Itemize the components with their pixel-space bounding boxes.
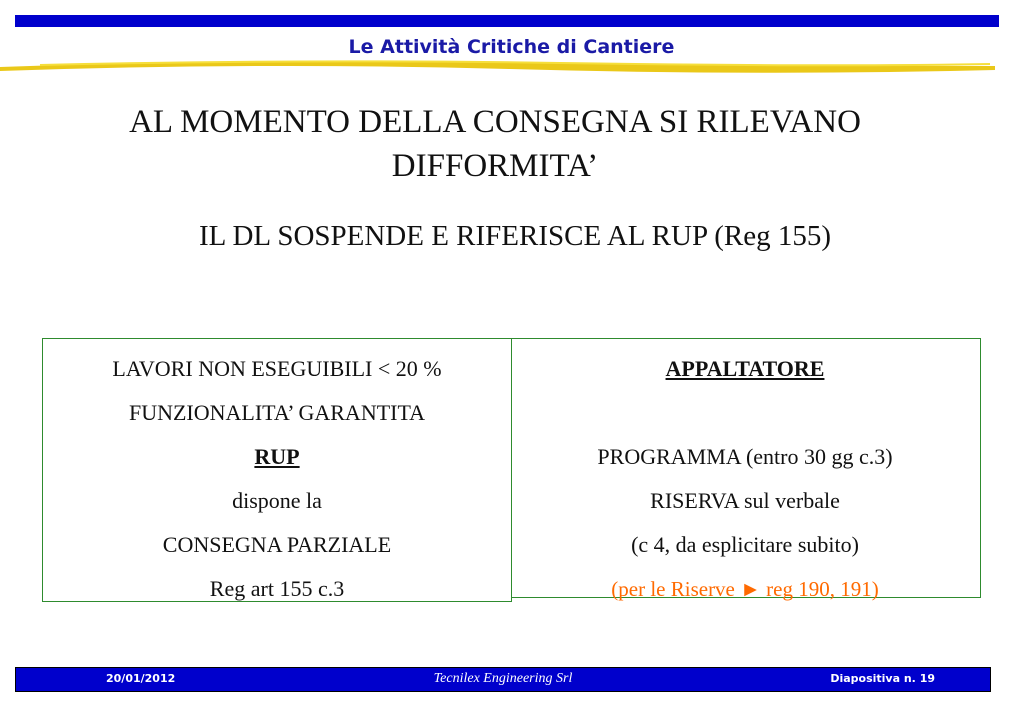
footer-bar — [15, 667, 991, 692]
heading-line-2: DIFFORMITA’ — [391, 148, 599, 184]
reg-art-text: Reg art 155 c.3 — [209, 576, 345, 601]
blank-line — [510, 391, 980, 435]
footer-date: 20/01/2012 — [106, 672, 176, 685]
slide-subheading: IL DL SOSPENDE E RIFERISCE AL RUP (Reg 155) — [198, 220, 832, 252]
slide-header-title: Le Attività Critiche di Cantiere — [348, 36, 675, 58]
lavori-text: LAVORI NON ESEGUIBILI < 20 % — [112, 356, 442, 381]
appaltatore-title: APPALTATORE — [665, 356, 825, 381]
dispone-text: dispone la — [232, 488, 322, 513]
esplicitare-text: (c 4, da esplicitare subito) — [631, 532, 859, 557]
funzionalita-text: FUNZIONALITA’ GARANTITA — [128, 400, 426, 425]
rup-title: RUP — [254, 444, 300, 469]
rup-box — [42, 338, 512, 602]
heading-line-1: AL MOMENTO DELLA CONSEGNA SI RILEVANO — [129, 104, 861, 140]
top-bar — [15, 15, 999, 27]
footer-slide-number: Diapositiva n. 19 — [830, 672, 935, 685]
programma-text: PROGRAMMA (entro 30 gg c.3) — [597, 444, 893, 469]
footer-company: Tecnilex Engineering Srl — [433, 671, 573, 686]
consegna-text: CONSEGNA PARZIALE — [162, 532, 392, 557]
appaltatore-box — [509, 338, 981, 601]
slide-heading — [40, 100, 950, 188]
riserva-text: RISERVA sul verbale — [650, 488, 840, 513]
riserve-reference: (per le Riserve ► reg 190, 191) — [611, 577, 879, 601]
